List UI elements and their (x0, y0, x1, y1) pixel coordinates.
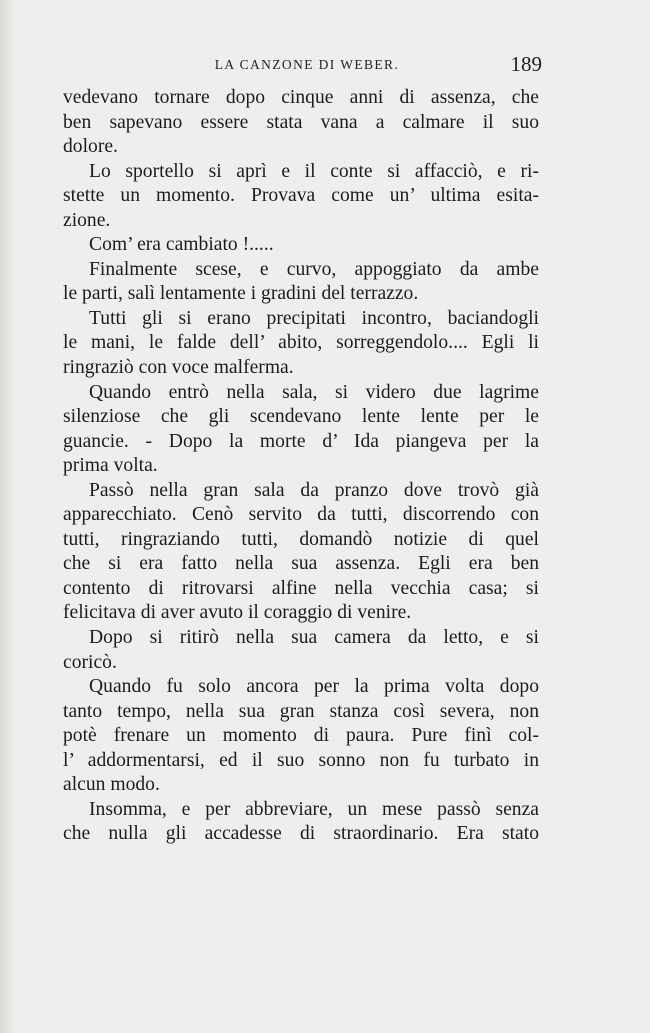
text-line: stette un momento. Provava come un’ ultima esita- (63, 185, 539, 207)
running-title: LA CANZONE DI WEBER. (214, 57, 400, 72)
page-gutter-shadow (0, 0, 16, 1033)
text-line: apparecchiato. Cenò servito da tutti, discorrendo con (63, 504, 539, 526)
text-line: guancie. - Dopo la morte d’ Ida piangeva per la (63, 430, 539, 452)
text-line: silenziose che gli scendevano lente lente per le (63, 406, 539, 428)
text-line: coricò. (63, 651, 117, 673)
text-line: ben sapevano essere stata vana a calmare il suo (63, 111, 539, 133)
text-line: tanto tempo, nella sua gran stanza così severa, non (63, 700, 539, 722)
page-number: 189 (510, 52, 542, 76)
text-line: le parti, salì lentamente i gradini del terrazzo. (63, 283, 419, 305)
text-line: potè frenare un momento di paura. Pure finì col- (63, 725, 539, 747)
text-line: Quando entrò nella sala, si videro due lagrime (89, 381, 539, 403)
text-line: vedevano tornare dopo cinque anni di assenza, che (63, 87, 539, 108)
text-line: Passò nella gran sala da pranzo dove trovò già (89, 479, 539, 501)
text-line: Lo sportello si aprì e il conte si affacciò, e ri- (89, 160, 539, 182)
text-line: che nulla gli accadesse di straordinario. Era stato (63, 823, 539, 845)
text-line: Quando fu solo ancora per la prima volta dopo (89, 676, 539, 698)
running-head (72, 52, 542, 78)
text-line: felicitava di aver avuto il coraggio di venire. (63, 602, 412, 624)
text-line: prima volta. (63, 455, 158, 477)
text-line: alcun modo. (63, 774, 160, 796)
text-line: Com’ era cambiato !..... (89, 234, 274, 256)
body-text (63, 86, 539, 847)
text-line: Finalmente scese, e curvo, appoggiato da ambe (89, 258, 539, 280)
text-line: zione. (63, 209, 111, 231)
text-line: contento di ritrovarsi alfine nella vecchia casa; si (63, 577, 539, 599)
text-line: ringraziò con voce malferma. (63, 357, 294, 379)
text-line: Insomma, e per abbreviare, un mese passò senza (89, 798, 539, 820)
text-line: che si era fatto nella sua assenza. Egli era ben (63, 553, 539, 575)
text-line: tutti, ringraziando tutti, domandò notizie di quel (63, 528, 539, 550)
text-line: Dopo si ritirò nella sua camera da letto, e si (89, 627, 539, 649)
text-line: dolore. (63, 136, 118, 158)
text-line: Tutti gli si erano precipitati incontro, baciandogli (89, 307, 539, 329)
text-line: l’ addormentarsi, ed il suo sonno non fu turbato in (63, 749, 539, 771)
text-line: le mani, le falde dell’ abito, sorreggendolo.... Egli li (63, 332, 539, 354)
